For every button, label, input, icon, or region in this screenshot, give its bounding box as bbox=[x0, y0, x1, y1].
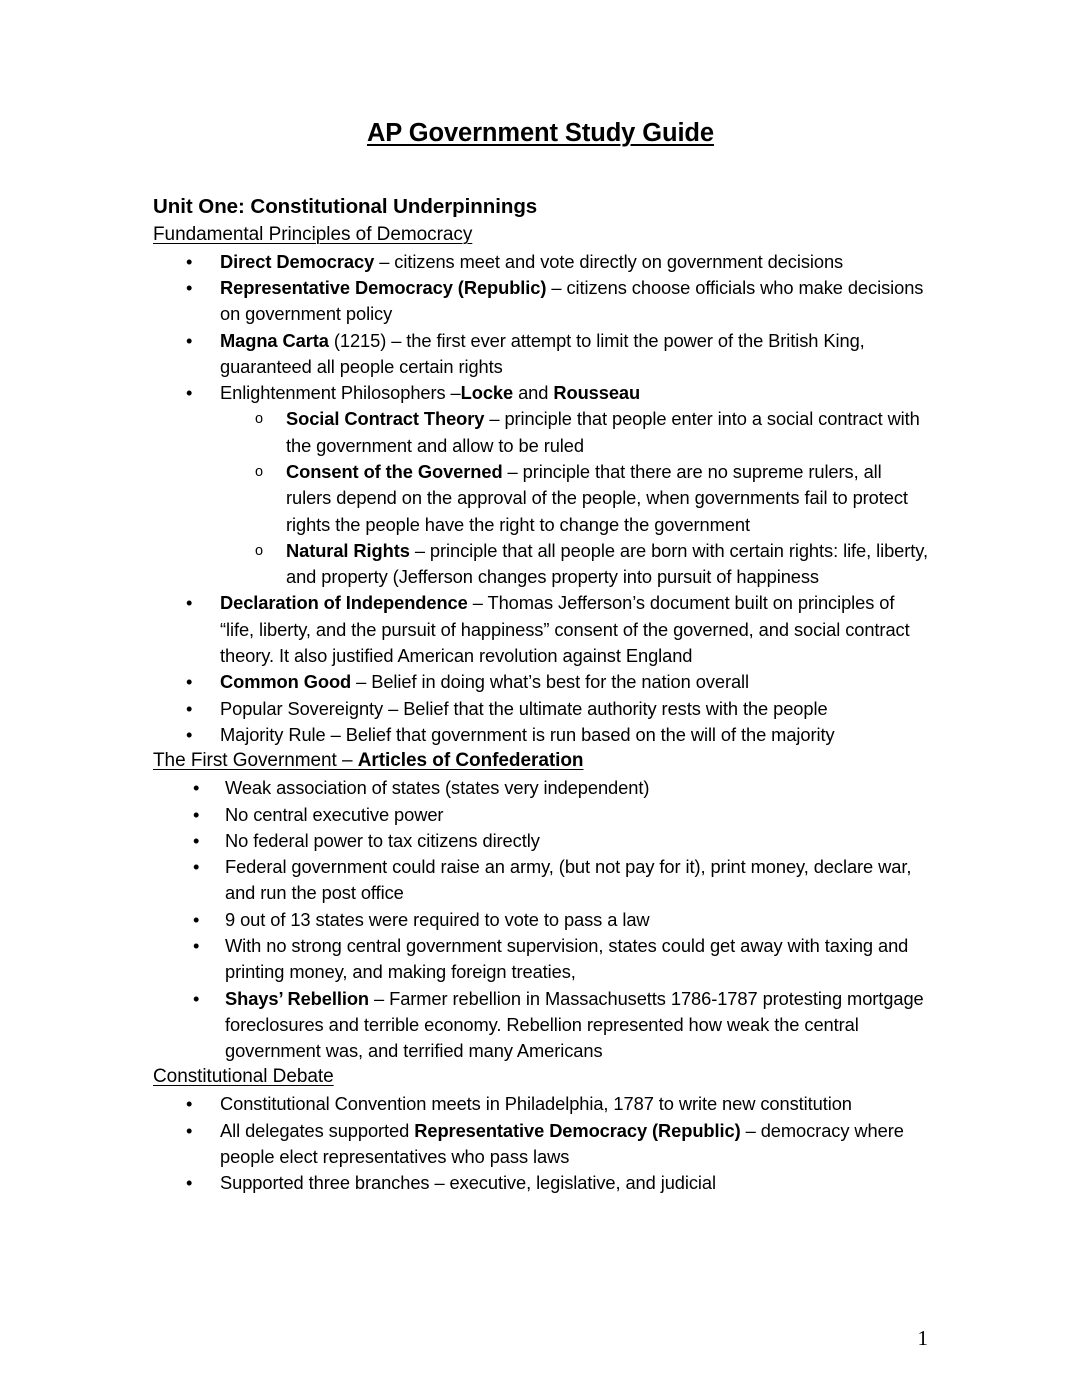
definition: Supported three branches – executive, legislative, and judicial bbox=[220, 1172, 716, 1194]
section-heading-bold: Articles of Confederation bbox=[357, 750, 584, 772]
prefix: Enlightenment Philosophers – bbox=[220, 382, 461, 404]
definition: No central executive power bbox=[225, 803, 444, 825]
bullet-disc-icon: • bbox=[186, 1119, 193, 1141]
section-heading-plain: Constitutional Debate bbox=[153, 1066, 334, 1088]
definition: Popular Sovereignty – Belief that the ultimate authority rests with the people bbox=[220, 697, 828, 719]
bullet-disc-icon: • bbox=[186, 1093, 193, 1115]
definition: Weak association of states (states very independent) bbox=[225, 777, 650, 799]
list-item bbox=[153, 249, 928, 275]
list-item bbox=[153, 933, 928, 986]
list-articles-of-confederation bbox=[153, 775, 928, 1064]
bullet-disc-icon: • bbox=[186, 250, 193, 272]
bullet-disc-icon: • bbox=[193, 908, 200, 930]
bullet-disc-icon: • bbox=[193, 803, 200, 825]
conjunction: and bbox=[513, 382, 554, 404]
bullet-disc-icon: • bbox=[186, 592, 193, 614]
term: Consent of the Governed bbox=[286, 460, 503, 482]
definition: No federal power to tax citizens directly bbox=[225, 829, 540, 851]
bullet-disc-icon: • bbox=[186, 697, 193, 719]
term: Common Good bbox=[220, 671, 352, 693]
definition: – Thomas Jefferson’s document built on principles of “life, liberty, and the pursuit of happiness” consent of the governed, and social contract theory. It also justified American revolution against England bbox=[220, 592, 910, 667]
page-title bbox=[153, 118, 928, 149]
term-secondary: Rousseau bbox=[553, 382, 641, 404]
list-item bbox=[153, 775, 928, 801]
list-item bbox=[153, 380, 928, 590]
section-heading-first-government bbox=[153, 748, 928, 775]
definition: – democracy where people elect representatives who pass laws bbox=[220, 1119, 904, 1168]
definition: – principle that people enter into a social contract with the government and allow to be ruled bbox=[286, 408, 920, 456]
bullet-disc-icon: • bbox=[193, 935, 200, 956]
page-number: 1 bbox=[917, 1326, 928, 1350]
section-heading-plain: The First Government – bbox=[153, 750, 358, 772]
sublist-item bbox=[220, 538, 928, 591]
bullet-disc-icon: • bbox=[193, 777, 200, 799]
sublist-item bbox=[220, 459, 928, 538]
term: Natural Rights bbox=[286, 539, 410, 561]
bullet-disc-icon: • bbox=[193, 829, 200, 851]
definition: Constitutional Convention meets in Philadelphia, 1787 to write new constitution bbox=[220, 1093, 852, 1115]
bullet-disc-icon: • bbox=[186, 276, 193, 298]
bullet-circle-icon: o bbox=[255, 542, 263, 559]
bullet-disc-icon: • bbox=[186, 382, 193, 404]
list-item bbox=[153, 1091, 928, 1117]
definition: Federal government could raise an army, (but not pay for it), print money, declare war, and run the post office bbox=[225, 856, 912, 904]
term: Magna Carta bbox=[220, 329, 329, 351]
term: Locke bbox=[460, 382, 514, 404]
definition: – citizens meet and vote directly on government decisions bbox=[374, 250, 844, 272]
bullet-disc-icon: • bbox=[186, 329, 193, 351]
list-item bbox=[153, 1118, 928, 1171]
list-constitutional-debate bbox=[153, 1091, 928, 1196]
list-item bbox=[153, 590, 928, 669]
definition: Majority Rule – Belief that government is run based on the will of the majority bbox=[220, 723, 835, 745]
list-item bbox=[153, 328, 928, 381]
term: Direct Democracy bbox=[220, 250, 375, 272]
bullet-disc-icon: • bbox=[186, 671, 193, 693]
list-item bbox=[153, 1170, 928, 1196]
definition: – principle that all people are born with certain rights: life, liberty, and property (Jefferson changes property into pursuit of happiness bbox=[286, 539, 928, 588]
term: Social Contract Theory bbox=[286, 408, 485, 430]
bullet-disc-icon: • bbox=[186, 723, 193, 745]
list-item bbox=[153, 669, 928, 695]
prefix: All delegates supported bbox=[220, 1119, 415, 1141]
list-item bbox=[153, 854, 928, 907]
term: Declaration of Independence bbox=[220, 592, 468, 614]
bullet-disc-icon: • bbox=[186, 1172, 193, 1194]
term: Representative Democracy (Republic) bbox=[414, 1119, 741, 1141]
definition: (1215) – the first ever attempt to limit the power of the British King, guaranteed all people certain rights bbox=[220, 329, 865, 377]
definition: With no strong central government supervision, states could get away with taxing and printing money, and making foreign treaties, bbox=[225, 935, 909, 983]
list-item bbox=[153, 828, 928, 854]
section-heading-plain: Fundamental Principles of Democracy bbox=[153, 223, 473, 245]
term: Representative Democracy (Republic) bbox=[220, 276, 547, 298]
list-item bbox=[153, 696, 928, 722]
list-fundamental-principles bbox=[153, 249, 928, 749]
list-item bbox=[153, 722, 928, 748]
list-item bbox=[153, 802, 928, 828]
term: Shays’ Rebellion bbox=[225, 987, 370, 1009]
bullet-circle-icon: o bbox=[255, 463, 263, 480]
section-heading-constitutional-debate bbox=[153, 1064, 928, 1091]
list-item bbox=[153, 907, 928, 933]
definition: – Belief in doing what’s best for the nation overall bbox=[351, 671, 749, 693]
definition: – Farmer rebellion in Massachusetts 1786-1787 protesting mortgage foreclosures and terrible economy. Rebellion represented how weak the central government was, and terrified many Americans bbox=[225, 987, 924, 1062]
sublist-enlightenment-concepts bbox=[220, 406, 928, 590]
bullet-disc-icon: • bbox=[193, 987, 200, 1009]
unit-heading: Unit One: Constitutional Underpinnings bbox=[153, 194, 538, 218]
list-item bbox=[153, 275, 928, 328]
list-item bbox=[153, 986, 928, 1065]
definition: – citizens choose officials who make decisions on government policy bbox=[220, 276, 924, 325]
section-heading-fundamental-principles bbox=[153, 222, 928, 249]
bullet-disc-icon: • bbox=[193, 856, 200, 878]
definition: – principle that there are no supreme rulers, all rulers depend on the approval of the people, when governments fail to protect rights the people have the right to change the government bbox=[286, 460, 908, 535]
page-title-text: AP Government Study Guide bbox=[366, 119, 714, 147]
definition: 9 out of 13 states were required to vote to pass a law bbox=[225, 908, 650, 930]
bullet-circle-icon: o bbox=[255, 411, 263, 428]
sublist-item bbox=[220, 406, 928, 459]
